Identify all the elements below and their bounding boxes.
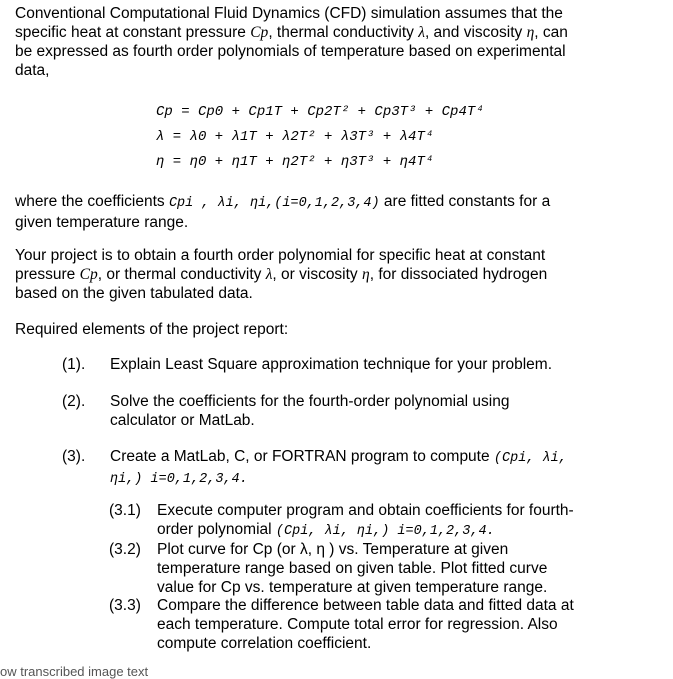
item-number: (2). [62,393,86,410]
equation-eta: η = η0 + η1T + η2T² + η3T³ + η4T⁴ [156,154,434,170]
equation-lambda: λ = λ0 + λ1T + λ2T² + λ3T³ + λ4T⁴ [156,129,434,145]
subitem-number: (3.3) [109,597,141,614]
coefficients-paragraph: where the coefficients Cpi , λi, ηi,(i=0,1,2,3,4) are fitted constants for a given temperature range. [15,193,551,231]
eta-symbol: η [362,266,370,283]
coefficient-symbols: Cpi , λi, ηi, [168,196,275,211]
cp-symbol: Cp [79,266,98,283]
item-number: (3). [62,448,86,465]
subitem-number: (3.2) [109,541,141,558]
cp-symbol: Cp [250,24,269,41]
subitem-code: (Cpi, λi, ηi,) i=0,1,2,3,4. [275,524,495,539]
required-heading: Required elements of the project report: [15,321,289,338]
subitem-text: Execute computer program and obtain coefficients for fourth-order polynomial (Cpi, λi, ηi,) i=0,1,2,3,4. [157,502,574,539]
subitem-text: Plot curve for Cp (or λ, η ) vs. Temperature at given temperature range based on given table. Plot fitted curve value for Cp vs. temperature at given temperature range. [157,541,548,596]
subitem-text: Compare the difference between table data and fitted data at each temperature. Compute total error for regression. Also compute correlation coefficient. [157,597,574,652]
equations-block [156,100,484,175]
item-text: Solve the coefficients for the fourth-order polynomial using calculator or MatLab. [110,393,510,429]
equation-cp: Cp = Cp0 + Cp1T + Cp2T² + Cp3T³ + Cp4T⁴ [156,104,484,120]
item-text: Create a MatLab, C, or FORTRAN program to compute (Cpi, λi, ηi,) i=0,1,2,3,4. [110,448,567,487]
item-number: (1). [62,356,86,373]
item-text: Explain Least Square approximation technique for your problem. [110,356,553,373]
subitem-number: (3.1) [109,502,141,519]
project-paragraph: Your project is to obtain a fourth order polynomial for specific heat at constant pressure Cp, or thermal conductivity λ, or viscosity η, for dissociated hydrogen based on the given tabulated data. [15,247,548,302]
eta-symbol: η [526,24,535,41]
index-range: (i=0,1,2,3,4) [274,196,380,211]
intro-paragraph: Conventional Computational Fluid Dynamics (CFD) simulation assumes that the specific heat at constant pressure Cp, thermal conductivity λ, and viscosity η, can be expressed as fourth order polynomials of temperature based on experimental data, [15,5,568,79]
lambda-symbol: λ [418,24,425,41]
transcribed-text-link[interactable]: ow transcribed image text [0,664,149,679]
lambda-symbol: λ [265,266,273,283]
item-code: (Cpi, λi, ηi,) i=0,1,2,3,4. [110,451,567,487]
document-body [15,4,665,80]
